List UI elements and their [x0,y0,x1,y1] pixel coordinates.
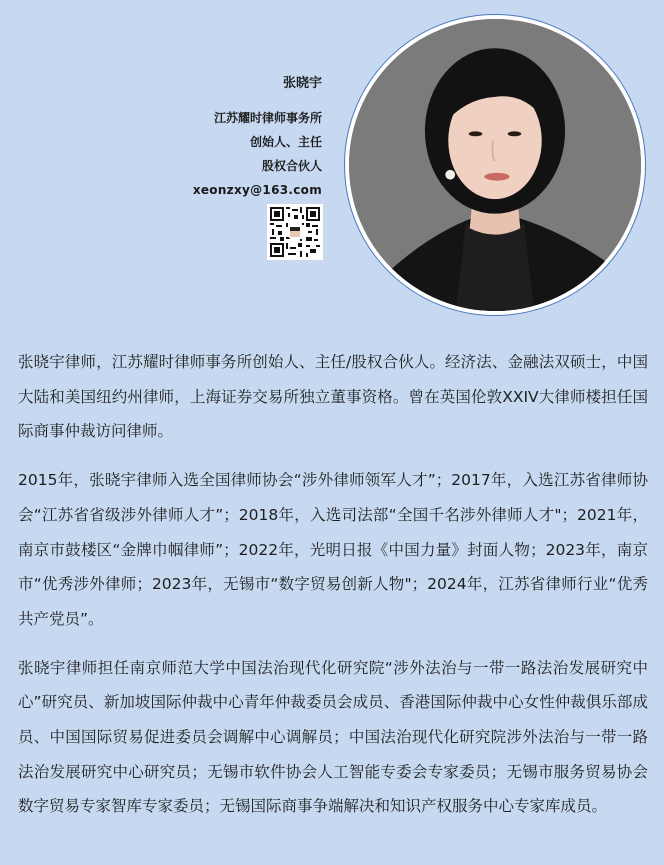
position-title: 创始人、主任 [249,135,322,149]
portrait-frame [344,14,646,316]
lawyer-name: 张晓宇 [282,76,322,91]
profile-header [0,0,664,330]
email-address[interactable]: xeonzxy@163.com [192,183,322,197]
bio-paragraph-intro: 张晓宇律师，江苏耀时律师事务所创始人、主任/股权合伙人。经济法、金融法双硕士，中国大陆和美国纽约州律师，上海证券交易所独立董事资格。曾在英国伦敦XXIV大律师楼担任国际商事仲裁访问律师。 [18,353,648,441]
partner-role: 股权合伙人 [261,159,322,173]
qr-code-icon[interactable] [267,204,323,260]
bio-paragraph-honors: 2015年，张晓宇律师入选全国律师协会“涉外律师领军人才”；2017年，入选江苏省律师协会“江苏省省级涉外律师人才”；2018年，入选司法部“全国千名涉外律师人才"；2021年，南京市鼓楼区“金牌巾帼律师”；2022年，光明日报《中国力量》封面人物；2023年，南京市“优秀涉外律师；2023年，无锡市“数字贸易创新人物"；2024年，江苏省律师行业“优秀共产党员”。 [18,471,648,628]
bio-paragraph-positions: 张晓宇律师担任南京师范大学中国法治现代化研究院“涉外法治与一带一路法治发展研究中心”研究员、新加坡国际仲裁中心青年仲裁委员会成员、香港国际仲裁中心女性仲裁俱乐部成员、中国国际贸易促进委员会调解中心调解员；中国法治现代化研究院涉外法治与一带一路法治发展研究中心研究员；无锡市软件协会人工智能专委会专家委员；无锡市服务贸易协会数字贸易专家智库专家委员；无锡国际商事争端解决和知识产权服务中心专家库成员。 [18,658,648,816]
firm-name: 江苏耀时律师事务所 [213,111,322,125]
profile-info [193,74,322,202]
portrait-photo [349,19,641,311]
biography [18,345,648,838]
